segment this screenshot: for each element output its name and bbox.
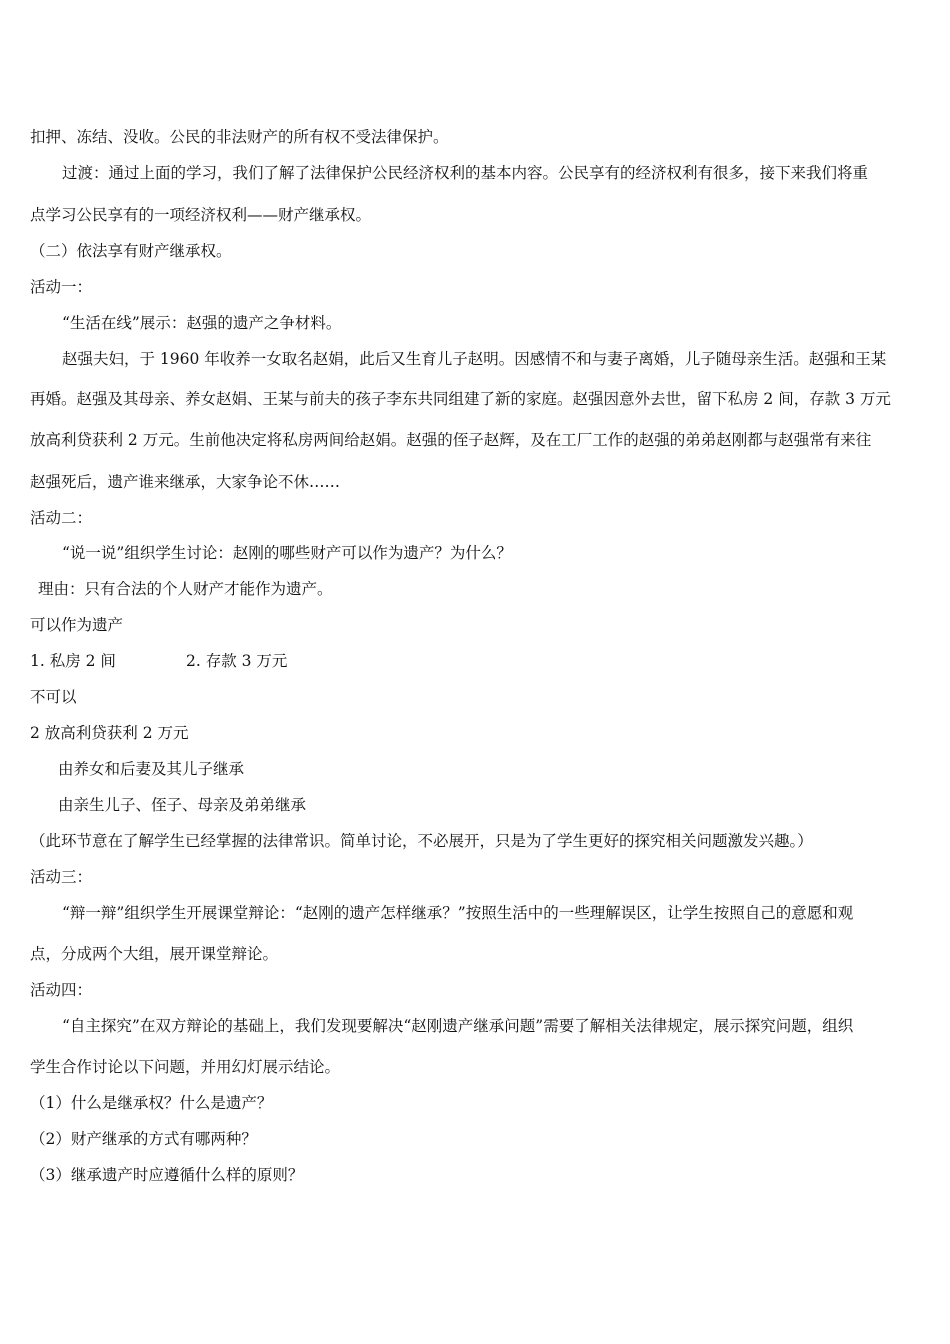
text-line: 由养女和后妻及其儿子继承	[58, 760, 245, 778]
text-line: 不可以	[30, 688, 77, 706]
list-item: 2 放高利贷获利 2 万元	[30, 724, 189, 742]
text-line: 点学习公民享有的一项经济权利——财产继承权。	[30, 206, 372, 224]
list-item: 1. 私房 2 间	[30, 652, 116, 670]
text-line: 理由：只有合法的个人财产才能作为遗产。	[38, 580, 333, 598]
text-line: 再婚。赵强及其母亲、养女赵娟、王某与前夫的孩子李东共同组建了新的家庭。赵强因意外去世，留下私房 2 间，存款 3 万元	[30, 390, 891, 408]
activity-label: 活动二：	[30, 509, 93, 527]
text-line: “生活在线”展示：赵强的遗产之争材料。	[62, 314, 342, 332]
text-line: 赵强夫妇，于 1960 年收养一女取名赵娟，此后又生育儿子赵明。因感情不和与妻子离婚，儿子随母亲生活。赵强和王某	[62, 350, 887, 368]
text-line: “辩一辩”组织学生开展课堂辩论：“赵刚的遗产怎样继承？”按照生活中的一些理解误区，让学生按照自己的意愿和观	[62, 904, 854, 922]
question-item: （3）继承遗产时应遵循什么样的原则？	[30, 1166, 304, 1184]
text-line: 可以作为遗产	[30, 616, 124, 634]
text-line: 由亲生儿子、侄子、母亲及弟弟继承	[58, 796, 307, 814]
text-line: 学生合作讨论以下问题，并用幻灯展示结论。	[30, 1058, 341, 1076]
text-line: 放高利贷获利 2 万元。生前他决定将私房两间给赵娟。赵强的侄子赵辉，及在工厂工作的赵强的弟弟赵刚都与赵强常有来往	[30, 431, 872, 449]
activity-label: 活动一：	[30, 278, 93, 296]
question-item: （2）财产继承的方式有哪两种？	[30, 1130, 257, 1148]
activity-label: 活动四：	[30, 981, 93, 999]
question-item: （1）什么是继承权？什么是遗产？	[30, 1094, 273, 1112]
text-line: 过渡：通过上面的学习，我们了解了法律保护公民经济权利的基本内容。公民享有的经济权利有很多，接下来我们将重	[62, 164, 869, 182]
note-line: （此环节意在了解学生已经掌握的法律常识。简单讨论，不必展开，只是为了学生更好的探究相关问题激发兴趣。）	[30, 832, 813, 850]
list-item: 2. 存款 3 万元	[186, 652, 288, 670]
text-line: “自主探究”在双方辩论的基础上，我们发现要解决“赵刚遗产继承问题”需要了解相关法律规定，展示探究问题，组织	[62, 1017, 854, 1035]
text-line: “说一说”组织学生讨论：赵刚的哪些财产可以作为遗产？为什么？	[62, 544, 512, 562]
text-line: 点，分成两个大组，展开课堂辩论。	[30, 945, 279, 963]
section-heading: （二）依法享有财产继承权。	[30, 242, 232, 260]
text-line: 扣押、冻结、没收。公民的非法财产的所有权不受法律保护。	[30, 128, 449, 146]
activity-label: 活动三：	[30, 868, 93, 886]
text-line: 赵强死后，遗产谁来继承，大家争论不休……	[30, 473, 341, 491]
